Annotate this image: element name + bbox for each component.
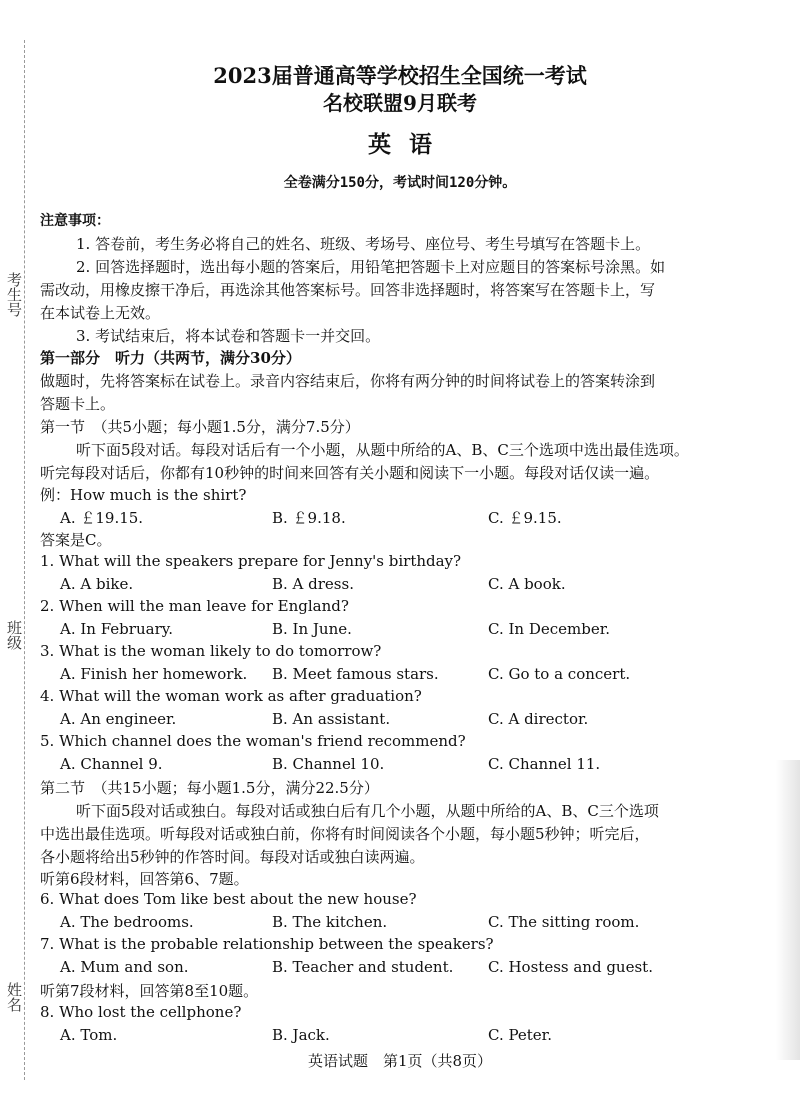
question-text: 6. What does Tom like best about the new house? [40,890,417,908]
question-text: 5. Which channel does the woman's friend recommend? [40,732,466,750]
notice-item-1: 1. 答卷前，考生务必将自己的姓名、班级、考场号、座位号、考生号填写在答题卡上。 [76,235,651,253]
option-b: B. An assistant. [272,710,391,728]
example-answer: 答案是C。 [40,531,112,549]
material-6-instruction: 听第6段材料，回答第6、7题。 [40,870,249,888]
option-c: C. A book. [488,575,566,593]
section1-intro-line-1: 听下面5段对话。每段对话后有一个小题，从题中所给的A、B、C三个选项中选出最佳选项。 [76,441,689,459]
option-c: C. Go to a concert. [488,665,631,683]
subject-title: 英语 [368,131,450,158]
section2-intro-line-2: 中选出最佳选项。听每段对话或独白前，你将有时间阅读各个小题，每小题5秒钟；听完后， [40,825,650,843]
notice-item-2-line-3: 在本试卷上无效。 [40,304,161,322]
option-a: A. Mum and son. [60,958,189,976]
option-a: A. Channel 9. [60,755,163,773]
question-text: 4. What will the woman work as after graduation? [40,687,422,705]
question-text: 3. What is the woman likely to do tomorrow? [40,642,382,660]
option-b: B. Teacher and student. [272,958,454,976]
section2-intro-line-1: 听下面5段对话或独白。每段对话或独白后有几个小题，从题中所给的A、B、C三个选项 [76,802,659,820]
scan-edge-shadow [776,760,800,1060]
question-text: 8. Who lost the cellphone? [40,1003,242,1021]
part1-intro-line-1: 做题时，先将答案标在试卷上。录音内容结束后，你将有两分钟的时间将试卷上的答案转涂到 [40,372,656,390]
exam-subtitle: 名校联盟9月联考 [323,91,477,115]
option-a: A. Finish her homework. [60,665,248,683]
question-text: 7. What is the probable relationship between the speakers? [40,935,494,953]
section1-heading: 第一节 （共5小题；每小题1.5分，满分7.5分） [40,418,360,436]
material-7-instruction: 听第7段材料，回答第8至10题。 [40,982,259,1000]
option-b: B. In June. [272,620,352,638]
option-a: A. A bike. [60,575,134,593]
option-c: C. Hostess and guest. [488,958,653,976]
question-text: 2. When will the man leave for England? [40,597,349,615]
option-b: B. Jack. [272,1026,330,1044]
exam-title: 2023届普通高等学校招生全国统一考试 [213,63,587,88]
option-a: A. In February. [60,620,173,638]
option-b: B. A dress. [272,575,354,593]
example-question: 例：How much is the shirt? [40,486,247,504]
part1-heading: 第一部分 听力（共两节，满分30分） [40,349,301,367]
notice-item-2-line-2: 需改动，用橡皮擦干净后，再选涂其他答案标号。回答非选择题时，将答案写在答题卡上，写 [40,281,656,299]
option-b: B. Channel 10. [272,755,385,773]
option-b: B. Meet famous stars. [272,665,439,683]
option-c: C. In December. [488,620,611,638]
binding-line [24,40,25,1080]
option-c: C. Peter. [488,1026,552,1044]
option-c: C. A director. [488,710,589,728]
option-a: A. An engineer. [60,710,177,728]
example-option-a: A. ￡19.15. [60,509,144,527]
option-a: A. The bedrooms. [60,913,194,931]
margin-label-name: 姓名 [5,982,23,1012]
margin-label-class: 班级 [5,620,23,650]
notice-item-3: 3. 考试结束后，将本试卷和答题卡一并交回。 [76,327,381,345]
option-b: B. The kitchen. [272,913,388,931]
section1-intro-line-2: 听完每段对话后，你都有10秒钟的时间来回答有关小题和阅读下一小题。每段对话仅读一遍。 [40,464,660,482]
section2-heading: 第二节 （共15小题；每小题1.5分，满分22.5分） [40,779,379,797]
option-c: C. The sitting room. [488,913,640,931]
page-footer: 英语试题 第1页（共8页） [307,1052,493,1070]
notice-item-2-line-1: 2. 回答选择题时，选出每小题的答案后，用铅笔把答题卡上对应题目的答案标号涂黑。如 [76,258,666,276]
section2-intro-line-3: 各小题将给出5秒钟的作答时间。每段对话或独白读两遍。 [40,848,425,866]
option-c: C. Channel 11. [488,755,601,773]
example-option-c: C. ￡9.15. [488,509,562,527]
question-text: 1. What will the speakers prepare for Jenny's birthday? [40,552,462,570]
margin-label-examinee-number: 考生号 [5,272,23,317]
score-time-info: 全卷满分150分，考试时间120分钟。 [283,175,517,191]
option-a: A. Tom. [60,1026,118,1044]
example-option-b: B. ￡9.18. [272,509,346,527]
part1-intro-line-2: 答题卡上。 [40,395,116,413]
notice-heading: 注意事项： [40,213,110,229]
